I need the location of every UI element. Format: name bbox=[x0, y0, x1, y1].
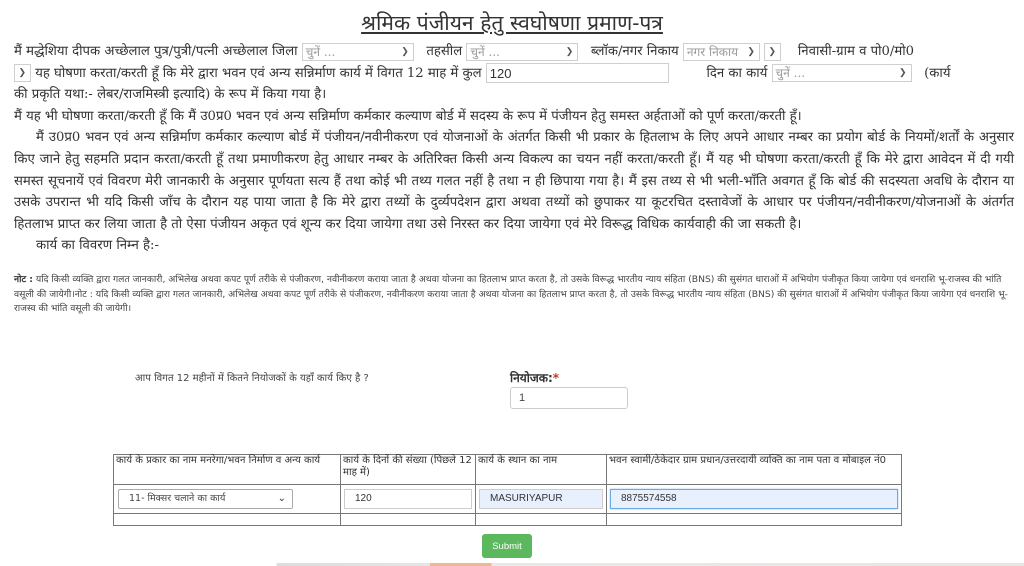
work-details-heading-text: कार्य का विवरण निम्न है:- bbox=[36, 238, 159, 254]
header-work-type: कार्य के प्रकार का नाम मनरेगा/भवन निर्माण व अन्य कार्य bbox=[114, 455, 341, 485]
empty-cell bbox=[476, 514, 607, 526]
work-type-select[interactable] bbox=[772, 64, 912, 82]
cell-work-type bbox=[114, 485, 341, 514]
declaration-text: (कार्य bbox=[924, 65, 951, 81]
note-text: यदि किसी व्यक्ति द्वारा गलत जानकारी, अभिलेख अथवा कपट पूर्ण तरीके से पंजीकरण, नवीनीकरण कराया जाता है अथवा योजना का हितलाभ प्राप्त करता है, तो उसके विरूद्ध भारतीय न्याय संहिता (BNS) की सुसंगत धाराओं में अभियोग पंजीकृत किया जायेगा एवं धनराशि भू-राजस्व की भांति वसूली की जायेगी।नोट : यदि किसी व्यक्ति द्वारा गलत जानकारी, अभिलेख अथवा कपट पूर्ण तरीके से पंजीकरण, नवीनीकरण कराया जाता है अथवा योजना का हितलाभ प्राप्त करता है, तो उसके विरूद्ध भारतीय न्याय संहिता (BNS) की सुसंगत धाराओं में अभियोग पंजीकृत किया जायेगा एवं धनराशि भू-राजस्व की भांति वसूली की जायेगी। bbox=[14, 274, 1008, 314]
work-type-row-select[interactable] bbox=[118, 489, 293, 509]
cell-contact bbox=[607, 485, 902, 514]
declaration-block bbox=[14, 41, 1014, 257]
table-row-empty bbox=[114, 514, 902, 526]
chevron-down-icon: ❯ bbox=[401, 46, 409, 57]
legal-note bbox=[14, 273, 1014, 317]
declaration-line-1 bbox=[14, 41, 1014, 63]
chevron-down-icon: ❯ bbox=[768, 46, 777, 57]
declaration-line-3: की प्रकृति यथा:- लेबर/राजमिस्त्री इत्यादि) के रूप में किया गया है। bbox=[14, 87, 327, 103]
block-select[interactable] bbox=[683, 43, 760, 61]
table-row bbox=[114, 485, 902, 514]
declaration-text: मैं उ0प्र0 भवन एवं अन्य सन्निर्माण कर्मकार कल्याण बोर्ड में पंजीयन/नवीनीकरण एवं योजनाओं के अंतर्गत किसी भी प्रकार के हितलाभ के लिए अपने आधार नम्बर का प्रयोग बोर्ड के नियमों/शर्तों के अनुसार किए जाने हेतु सहमति प्रदान करता/करती हूँ तथा प्रमाणीकरण हेतु आधार नम्बर के अतिरिक्त किसी अन्य विकल्प का चयन नहीं करता/करती हूँ। मैं यह भी घोषणा करता/करती हूँ कि मेरे द्वारा आवेदन में दी गयी समस्त सूचनायें एवं विवरण मेरी जानकारी के अनुसार पूर्णयता सत्य हैं तथा कोई भी तथ्य गलत नहीं है तथा न ही छिपाया गया है। मैं इस तथ्य से भी भली-भाँति अवगत हूँ कि बोर्ड की सदस्यता अवधि के दौरान या उसके उपरान्त भी यदि किसी जाँच के दौरान यह पाया जाता है कि मेरे द्वारा तथ्यों के दुर्व्यपदेशन द्वारा अथवा तथ्यों को छुपाकर या कूटरचित दस्तावेजों के आधार पर पंजीयन/नवीनीकरण/योजनाओं के अंतर्गत हितलाभ प्राप्त कर लिया जाता है तो ऐसा पंजीयन अकृत एवं शून्य कर दिया जायेगा तथा उसे निरस्त कर दिया जायेगा एवं मेरे विरूद्ध विधिक कार्यवाही की जा सकती है। bbox=[14, 130, 1014, 232]
declaration-text: यह घोषणा करता/करती हूँ कि मेरे द्वारा भवन एवं अन्य सन्निर्माण कार्य में विगत 12 माह में कुल bbox=[35, 65, 482, 81]
declaration-text: मैं मद्धेशिया दीपक अच्छेलाल पुत्र/पुत्री/पत्नी अच्छेलाल जिला bbox=[14, 44, 298, 59]
submit-button[interactable]: Submit bbox=[482, 534, 532, 558]
empty-cell bbox=[607, 514, 902, 526]
note-label: नोट : bbox=[14, 274, 33, 285]
empty-cell bbox=[114, 514, 341, 526]
work-type-select-value: चुनें ... bbox=[775, 66, 806, 81]
resident-label: निवासी-ग्राम व पो0/मो0 bbox=[797, 44, 915, 59]
work-label: दिन का कार्य bbox=[706, 65, 768, 81]
work-details-heading bbox=[14, 235, 1014, 257]
days-row-input[interactable]: 120 bbox=[344, 489, 472, 509]
chevron-down-icon: ⌄ bbox=[277, 493, 286, 504]
days-input[interactable]: 120 bbox=[486, 63, 669, 83]
place-row-input[interactable]: MASURIYAPUR bbox=[479, 489, 603, 509]
district-select[interactable] bbox=[302, 43, 414, 61]
header-place: कार्य के स्थान का नाम bbox=[476, 455, 607, 485]
district-select-value: चुनें ... bbox=[305, 44, 336, 59]
work-details-table bbox=[113, 454, 902, 526]
employers-label-text: नियोजक: bbox=[510, 371, 553, 385]
employers-count-input[interactable]: 1 bbox=[510, 387, 628, 409]
cell-place bbox=[476, 485, 607, 514]
tehsil-select[interactable] bbox=[466, 43, 578, 61]
header-contact: भवन स्वामी/ठेकेदार ग्राम प्रधान/उत्तरदायी व्यक्ति का नाम पता व मोबाइल नं0 bbox=[607, 455, 902, 485]
work-type-row-value: 11- मिक्सर चलाने का कार्य bbox=[129, 493, 226, 504]
chevron-down-icon: ❯ bbox=[18, 68, 26, 79]
header-days: कार्य के दिनों की संख्या (पिछले 12 माह में) bbox=[341, 455, 476, 485]
required-mark: * bbox=[552, 371, 560, 385]
declaration-line-2 bbox=[14, 63, 1014, 85]
page-title: श्रमिक पंजीयन हेतु स्वघोषणा प्रमाण-पत्र bbox=[361, 11, 663, 35]
chevron-down-icon: ❯ bbox=[899, 68, 907, 79]
employers-label bbox=[510, 369, 559, 386]
chevron-down-icon: ❯ bbox=[747, 46, 755, 57]
block-select-value: नगर निकाय bbox=[686, 44, 739, 59]
contact-row-input[interactable]: 8875574558 bbox=[610, 489, 898, 509]
table-header-row bbox=[114, 455, 902, 485]
tehsil-select-value: चुनें ... bbox=[470, 44, 500, 59]
chevron-down-icon: ❯ bbox=[565, 46, 574, 57]
village-select[interactable] bbox=[14, 64, 31, 82]
block-label: ब्लॉक/नगर निकाय bbox=[590, 44, 679, 59]
cell-days bbox=[341, 485, 476, 514]
declaration-line-4: मैं यह भी घोषणा करता/करती हूँ कि मैं उ0प्र0 भवन एवं अन्य सन्निर्माण कर्मकार कल्याण बोर्ड में सदस्य के रूप में पंजीयन हेतु समस्त अर्हताओं को पूर्ण करता/करती हूँ। bbox=[14, 108, 802, 124]
employers-question: आप विगत 12 महीनों में कितने नियोजकों के यहाँ कार्य किए है ? bbox=[135, 373, 369, 384]
sub-block-select[interactable] bbox=[764, 43, 781, 61]
declaration-paragraph-2 bbox=[14, 127, 1014, 235]
tehsil-label: तहसील bbox=[426, 44, 463, 59]
empty-cell bbox=[341, 514, 476, 526]
